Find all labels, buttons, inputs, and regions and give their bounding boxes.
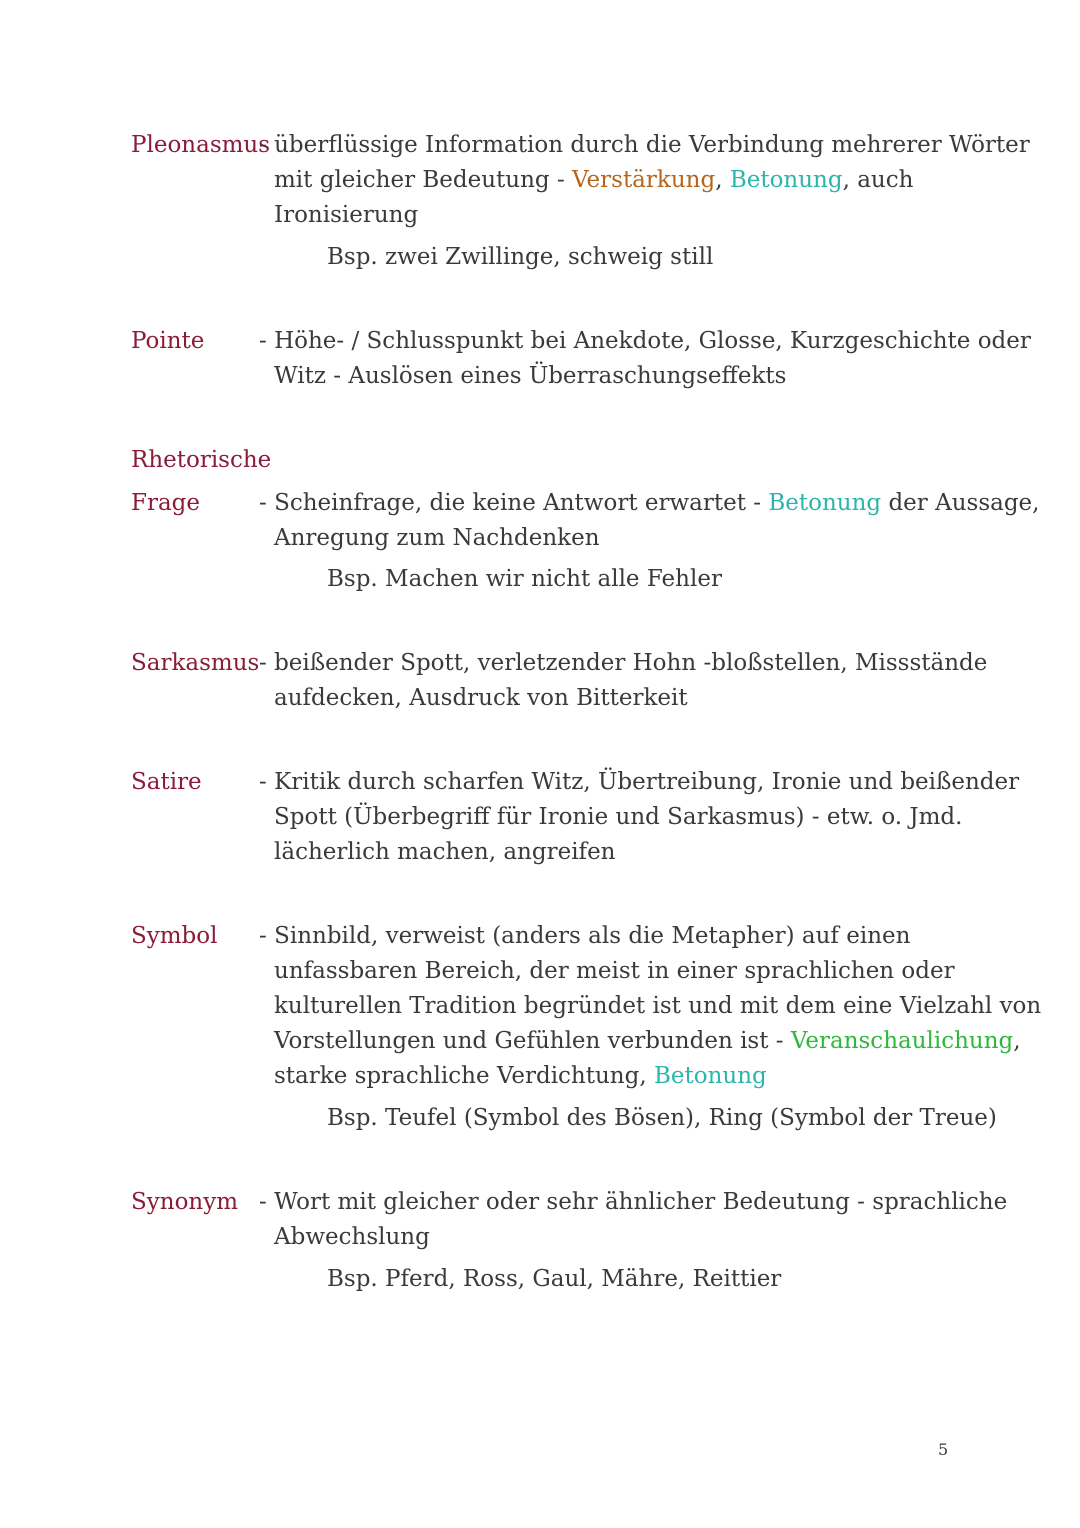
example-synonym: Bsp. Pferd, Ross, Gaul, Mähre, Reittier xyxy=(327,1266,782,1292)
term-frage: Frage xyxy=(131,490,200,516)
definition-text: , auch xyxy=(842,167,914,193)
term-satire: Satire xyxy=(131,769,202,795)
term-synonym: Synonym xyxy=(131,1189,239,1215)
term-rhetorische: Rhetorische xyxy=(131,447,272,473)
keyword-betonung: Betonung xyxy=(768,490,882,516)
definition-line: unfassbaren Bereich, der meist in einer sprachlichen oder xyxy=(274,958,955,984)
definition-line: Ironisierung xyxy=(274,202,419,228)
definition-line: - Wort mit gleicher oder sehr ähnlicher Bedeutung - sprachliche xyxy=(259,1189,1008,1215)
definition-satire xyxy=(259,765,1020,870)
definition-line xyxy=(259,486,1040,521)
definition-line: - Höhe- / Schlusspunkt bei Anekdote, Glosse, Kurzgeschichte oder xyxy=(259,328,1031,354)
definition-synonym xyxy=(259,1185,1008,1255)
page-number: 5 xyxy=(938,1440,949,1459)
definition-line: - Sinnbild, verweist (anders als die Metapher) auf einen xyxy=(259,923,911,949)
definition-line: - beißender Spott, verletzender Hohn -bloßstellen, Missstände xyxy=(259,650,988,676)
keyword-betonung: Betonung xyxy=(729,167,843,193)
definition-line: aufdecken, Ausdruck von Bitterkeit xyxy=(274,685,688,711)
definition-rhetorische-frage xyxy=(259,486,1040,556)
term-pleonasmus: Pleonasmus xyxy=(131,132,271,158)
keyword-betonung: Betonung xyxy=(653,1063,767,1089)
definition-line: kulturellen Tradition begründet ist und mit dem eine Vielzahl von xyxy=(274,993,1042,1019)
term-sarkasmus: Sarkasmus xyxy=(131,650,260,676)
example-pleonasmus: Bsp. zwei Zwillinge, schweig still xyxy=(327,244,714,270)
definition-sarkasmus xyxy=(259,646,988,716)
definition-line: lächerlich machen, angreifen xyxy=(274,839,616,865)
example-rhetorische-frage: Bsp. Machen wir nicht alle Fehler xyxy=(327,566,722,592)
definition-line: Spott (Überbegriff für Ironie und Sarkasmus) - etw. o. Jmd. xyxy=(274,804,963,830)
example-symbol: Bsp. Teufel (Symbol des Bösen), Ring (Symbol der Treue) xyxy=(327,1105,997,1131)
term-symbol: Symbol xyxy=(131,923,218,949)
definition-pleonasmus xyxy=(259,128,1030,233)
definition-line xyxy=(259,1059,979,1094)
definition-text: , xyxy=(715,167,730,193)
definition-symbol xyxy=(259,919,1042,1094)
definition-text: starke sprachliche Verdichtung, xyxy=(274,1063,654,1089)
definition-line: Anregung zum Nachdenken xyxy=(274,525,600,551)
definition-line xyxy=(259,1024,1021,1059)
keyword-verstaerkung: Verstärkung xyxy=(572,167,716,193)
definition-text: - Scheinfrage, die keine Antwort erwartet - xyxy=(259,490,769,516)
definition-line: Abwechslung xyxy=(274,1224,430,1250)
definition-line: - überflüssige Information durch die Verbindung mehrerer Wörter xyxy=(259,132,1030,158)
definition-text: Vorstellungen und Gefühlen verbunden ist - xyxy=(274,1028,791,1054)
definition-text: mit gleicher Bedeutung - xyxy=(274,167,573,193)
definition-line: Witz - Auslösen eines Überraschungseffekts xyxy=(274,363,787,389)
definition-pointe xyxy=(259,324,1031,394)
definition-text: , xyxy=(1013,1028,1021,1054)
definition-line xyxy=(259,163,979,198)
keyword-veranschaulichung: Veranschaulichung xyxy=(790,1028,1014,1054)
definition-line: - Kritik durch scharfen Witz, Übertreibung, Ironie und beißender xyxy=(259,769,1020,795)
term-pointe: Pointe xyxy=(131,328,205,354)
definition-text: der Aussage, xyxy=(881,490,1040,516)
